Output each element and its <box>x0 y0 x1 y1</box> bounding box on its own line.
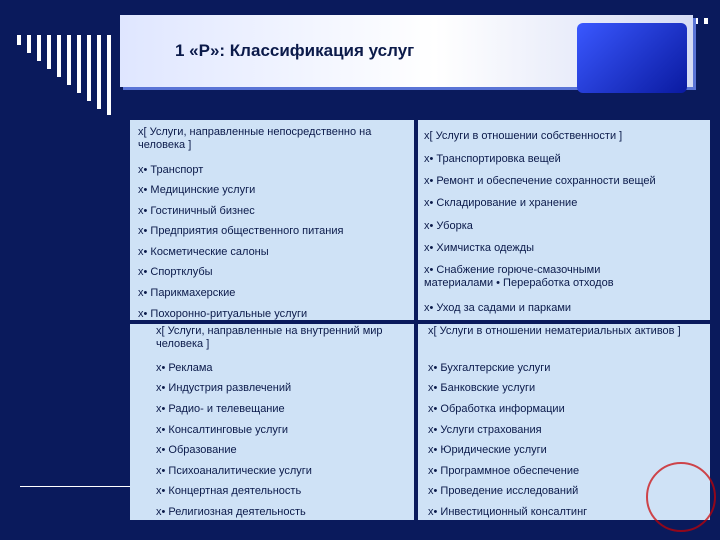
list-item: x• Уборка <box>424 220 473 232</box>
list-item: x• Юридические услуги <box>428 444 547 456</box>
list-item: x• Инвестиционный консалтинг <box>428 506 588 518</box>
list-item: x• Образование <box>156 444 237 456</box>
quadrant-header: x[ Услуги в отношении нематериальных активов ] <box>428 325 681 337</box>
list-item: x• Индустрия развлечений <box>156 382 292 394</box>
banner-accent <box>577 23 687 93</box>
list-item: x• Парикмахерские <box>138 287 236 299</box>
list-item: x• Психоаналитические услуги <box>156 465 312 477</box>
list-item: x• Похоронно-ритуальные услуги <box>138 308 308 320</box>
list-item: x• Медицинские услуги <box>138 184 256 196</box>
list-item: x• Религиозная деятельность <box>156 506 306 518</box>
list-item: x• Услуги страхования <box>428 424 542 436</box>
list-item: x• Снабжение горюче-смазочными материалами • Переработка отходов <box>424 264 614 289</box>
list-item: x• Консалтинговые услуги <box>156 424 289 436</box>
list-item: x• Проведение исследований <box>428 485 579 497</box>
list-item: x• Складирование и хранение <box>424 197 578 209</box>
quadrant-header: x[ Услуги, направленные на внутренний мир человека ] <box>156 325 383 350</box>
list-item: x• Уход за садами и парками <box>424 302 572 314</box>
list-item: x• Банковские услуги <box>428 382 536 394</box>
decorative-line <box>20 486 130 487</box>
list-item: x• Радио- и телевещание <box>156 403 285 415</box>
stamp-icon <box>646 462 716 532</box>
list-item: x• Концертная деятельность <box>156 485 302 497</box>
list-item: x• Предприятия общественного питания <box>138 225 344 237</box>
list-item: x• Транспортировка вещей <box>424 153 561 165</box>
quadrant-header: x[ Услуги в отношении собственности ] <box>424 130 623 142</box>
list-item: x• Ремонт и обеспечение сохранности вещей <box>424 175 656 187</box>
list-item: x• Косметические салоны <box>138 246 269 258</box>
list-item: x• Программное обеспечение <box>428 465 580 477</box>
list-item: x• Спортклубы <box>138 266 213 278</box>
grid-divider-vertical <box>414 120 418 520</box>
list-item: x• Химчистка одежды <box>424 242 535 254</box>
list-item: x• Гостиничный бизнес <box>138 205 255 217</box>
quadrant-header: x[ Услуги, направленные непосредственно на человека ] <box>138 126 372 151</box>
list-item: x• Транспорт <box>138 164 204 176</box>
list-item: x• Обработка информации <box>428 403 565 415</box>
title-banner <box>120 15 693 87</box>
slide-title: 1 «Р»: Классификация услуг <box>175 41 415 60</box>
list-item: x• Бухгалтерские услуги <box>428 362 551 374</box>
list-item: x• Реклама <box>156 362 213 374</box>
